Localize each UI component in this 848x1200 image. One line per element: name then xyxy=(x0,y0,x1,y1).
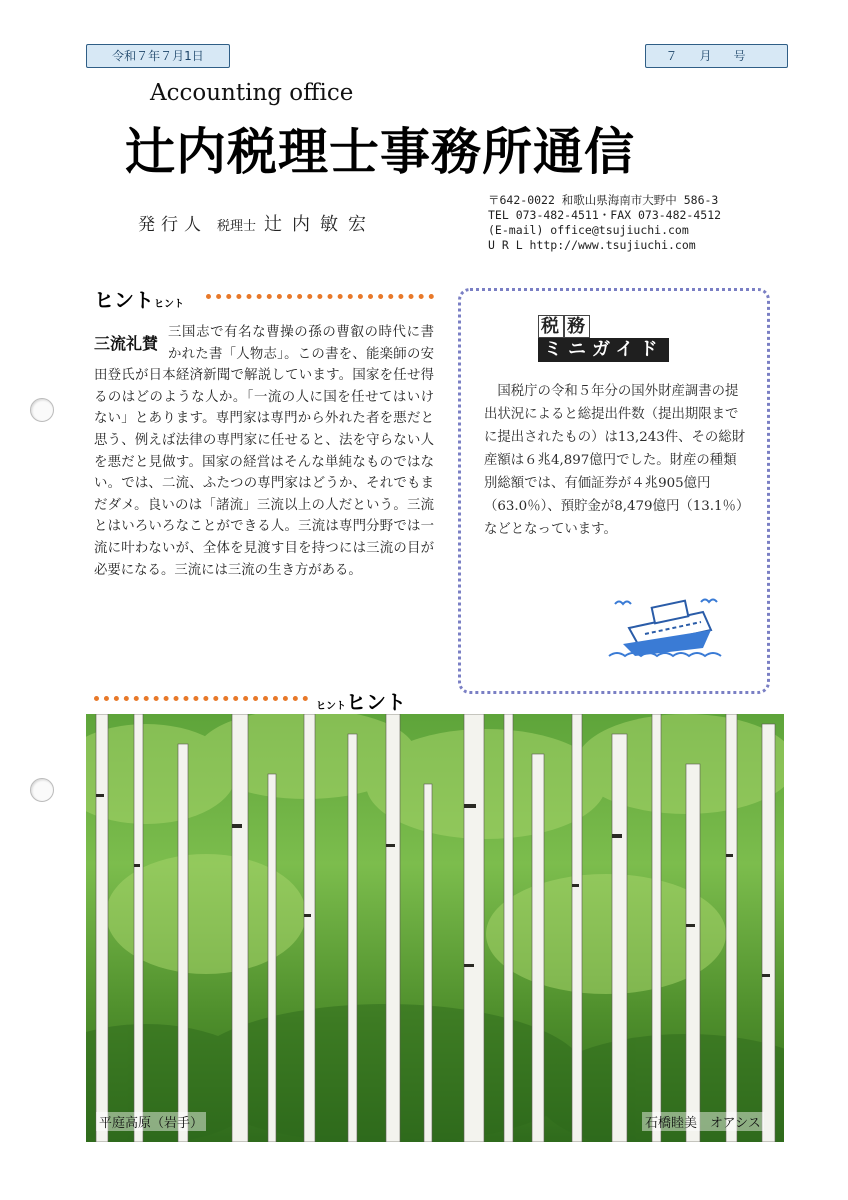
punch-hole-bottom xyxy=(30,778,54,802)
english-title: Accounting office xyxy=(150,80,354,106)
hint-top-small: ヒント xyxy=(154,299,184,310)
contact-block xyxy=(488,193,721,253)
newsletter-title: 辻内税理士事務所通信 xyxy=(125,123,635,181)
publisher-name: 辻内敏宏 xyxy=(264,214,377,235)
photo-caption-location: 平庭高原（岩手） xyxy=(96,1112,206,1131)
guide-tag-char-1: 税 xyxy=(538,315,564,338)
photo-caption-credit: 石橋睦美 オアシス xyxy=(642,1112,764,1131)
hint-bottom-big: ヒント xyxy=(346,690,406,714)
issue-month: ７月号 xyxy=(645,44,788,68)
hint-bottom-small: ヒント xyxy=(316,701,346,712)
tax-guide-body: 国税庁の令和５年分の国外財産調書の提出状況によると総提出件数（提出期限までに提出されたもの）は13,243件、その総財産額は６兆4,897億円でした。財産の種類別総額では、有価証券が４兆905億円（63.0％）、預貯金が8,479億円（13.1％）などとなっています。 xyxy=(484,384,746,537)
article-heading: 三流礼賛 xyxy=(94,334,159,353)
tel-fax: TEL 073-482-4511・FAX 073-482-4512 xyxy=(488,208,722,222)
guide-tag-bottom: ミニガイド xyxy=(538,338,669,362)
guide-tag-top xyxy=(538,312,590,338)
hint-bottom-dotted-line xyxy=(94,696,308,701)
punch-hole-top xyxy=(30,398,54,422)
hint-bottom-text xyxy=(316,686,406,715)
publisher-role: 税理士 xyxy=(217,219,257,234)
hint-header-top xyxy=(94,284,434,312)
publisher xyxy=(138,210,376,236)
hint-top-big: ヒント xyxy=(94,288,154,312)
email: (E-mail) office@tsujiuchi.com xyxy=(488,223,689,237)
hint-header-bottom xyxy=(94,686,434,714)
birch-forest-photo xyxy=(86,714,784,1142)
postal-address: 〒642-0022 和歌山県海南市大野中 586-3 xyxy=(488,193,719,207)
issue-date: 令和７年７月1日 xyxy=(86,44,230,68)
ship-illustration xyxy=(605,590,725,665)
publisher-label: 発行人 xyxy=(138,215,207,235)
article xyxy=(94,322,434,581)
article-body: 三国志で有名な曹操の孫の曹叡の時代に書かれた書「人物志」。この書を、能楽師の安田登氏が日本経済新聞で解説しています。国家を任せ得るのはどのような人か。「一流の人に国を任せてはいけない」とあります。専門家は専門から外れた者を悪だと思う、例えば法律の専門家に任せると、法を守らない人を悪だと見做す。国家の経営はそんな単純なものではない。では、二流、ふたつの専門家はどうか、それでもまだダメ。良いのは「諸流」三流以上の人だという。三流とはいろいろなことができる人。三流は専門分野では一流に叶わないが、全体を見渡す目を持つには三流の目が必要になる。三流には三流の生き方がある。 xyxy=(94,325,434,578)
birch-forest-illustration xyxy=(86,714,784,1142)
website-url: U R L http://www.tsujiuchi.com xyxy=(488,238,696,252)
hint-top-dotted-line xyxy=(206,294,434,299)
guide-tag-char-2: 務 xyxy=(564,315,590,338)
